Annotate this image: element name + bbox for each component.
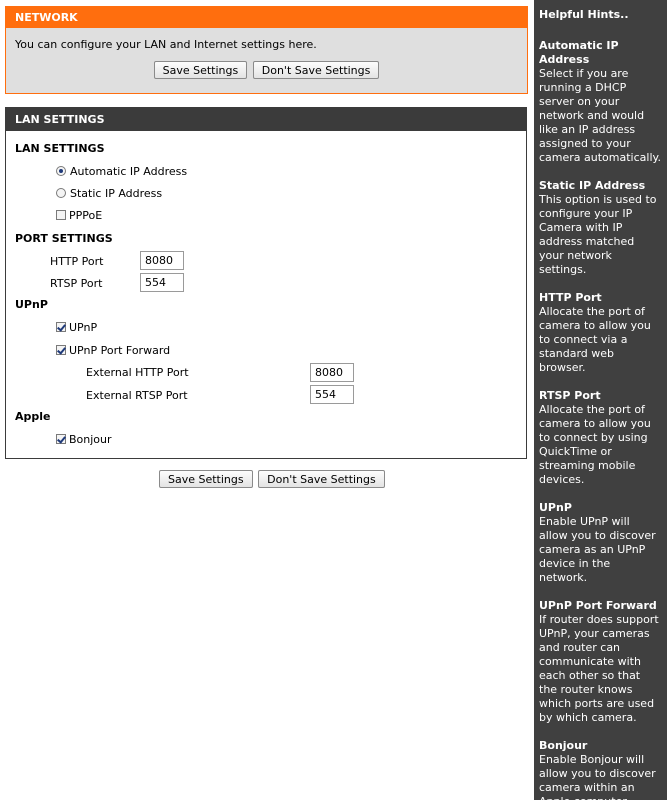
bonjour-checkbox[interactable] [56, 434, 66, 444]
static-ip-label: Static IP Address [70, 187, 163, 200]
upnp-section-heading: UPnP [15, 298, 48, 311]
hint-item [539, 179, 661, 277]
static-ip-option[interactable] [56, 187, 162, 200]
http-port-label: HTTP Port [50, 255, 104, 268]
upnp-port-forward-option[interactable] [56, 344, 170, 357]
rtsp-port-label: RTSP Port [50, 277, 103, 290]
upnp-port-forward-checkbox[interactable] [56, 345, 66, 355]
pppoe-label: PPPoE [69, 209, 103, 222]
auto-ip-label: Automatic IP Address [70, 165, 188, 178]
upnp-option[interactable] [56, 321, 97, 334]
hint-text: Allocate the port of camera to allow you to connect via a standard web browser. [539, 305, 651, 374]
auto-ip-option[interactable] [56, 165, 187, 178]
hint-text: Select if you are running a DHCP server on your network and would like an IP address assigned to your camera automatically. [539, 67, 661, 164]
bottom-save-settings-button[interactable]: Save Settings [159, 470, 253, 488]
hint-heading: Automatic IP Address [539, 39, 619, 66]
hints-title: Helpful Hints.. [539, 8, 629, 21]
bonjour-option[interactable] [56, 433, 112, 446]
pppoe-checkbox[interactable] [56, 210, 66, 220]
external-rtsp-port-input[interactable] [310, 385, 354, 404]
hint-text: Allocate the port of camera to allow you to connect by using QuickTime or streaming mobile devices. [539, 403, 651, 486]
hint-item [539, 599, 661, 725]
hint-heading: UPnP Port Forward [539, 599, 657, 612]
hint-item [539, 39, 661, 165]
hint-heading: HTTP Port [539, 291, 602, 304]
network-description: You can configure your LAN and Internet settings here. [15, 38, 317, 51]
hint-text: Enable Bonjour will allow you to discover camera within an Apple computer. [539, 753, 656, 808]
external-http-port-input[interactable] [310, 363, 354, 382]
lan-section-heading: LAN SETTINGS [15, 142, 105, 155]
save-settings-button[interactable]: Save Settings [154, 61, 248, 79]
hint-heading: UPnP [539, 501, 572, 514]
hint-text: This option is used to configure your IP Camera with IP address matched your network settings. [539, 193, 657, 276]
static-ip-radio[interactable] [56, 188, 66, 198]
hint-heading: Bonjour [539, 739, 588, 752]
hint-item [539, 501, 661, 585]
lan-settings-title: LAN SETTINGS [6, 108, 526, 131]
network-panel [5, 6, 528, 94]
apple-section-heading: Apple [15, 410, 51, 423]
bottom-dont-save-settings-button[interactable]: Don't Save Settings [258, 470, 385, 488]
rtsp-port-input[interactable] [140, 273, 184, 292]
network-button-row [6, 61, 527, 79]
hint-item [539, 291, 661, 375]
external-rtsp-port-label: External RTSP Port [86, 389, 188, 402]
bottom-button-row [158, 470, 386, 488]
lan-settings-panel [5, 107, 527, 459]
upnp-port-forward-label: UPnP Port Forward [69, 344, 171, 357]
port-section-heading: PORT SETTINGS [15, 232, 113, 245]
hint-text: Enable UPnP will allow you to discover camera as an UPnP device in the network. [539, 515, 656, 584]
http-port-input[interactable] [140, 251, 184, 270]
hint-item [539, 739, 661, 809]
bonjour-label: Bonjour [69, 433, 112, 446]
auto-ip-radio[interactable] [56, 166, 66, 176]
hint-item [539, 389, 661, 487]
upnp-checkbox[interactable] [56, 322, 66, 332]
external-http-port-label: External HTTP Port [86, 366, 189, 379]
pppoe-option[interactable] [56, 209, 102, 222]
hint-heading: RTSP Port [539, 389, 601, 402]
hint-heading: Static IP Address [539, 179, 646, 192]
helpful-hints-sidebar [534, 0, 667, 808]
hint-text: If router does support UPnP, your cameras and router can communicate with each other so that the router knows which ports are used by which camera. [539, 613, 659, 724]
dont-save-settings-button[interactable]: Don't Save Settings [253, 61, 380, 79]
upnp-label: UPnP [69, 321, 98, 334]
network-title: NETWORK [6, 7, 527, 28]
